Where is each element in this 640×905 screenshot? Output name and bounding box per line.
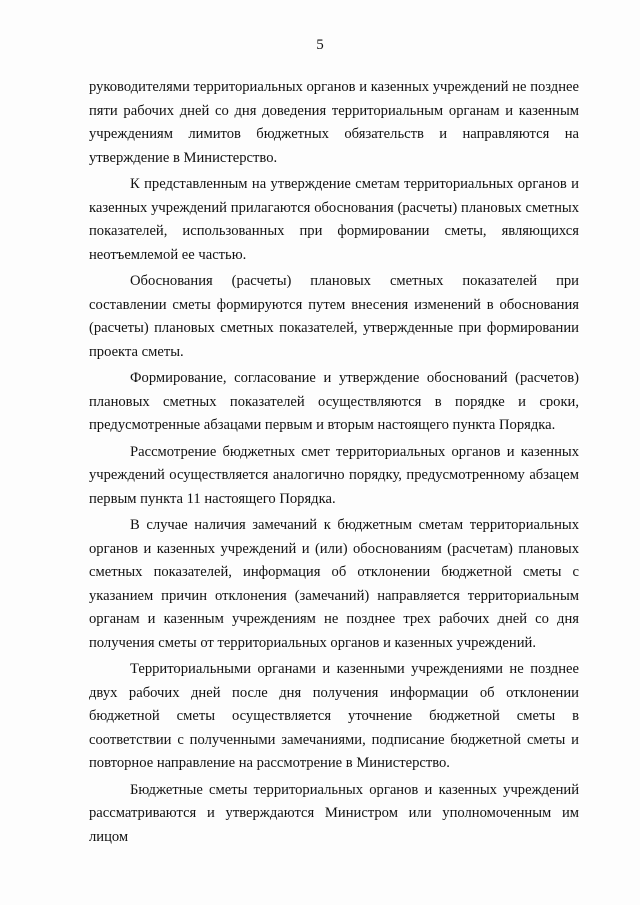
paragraph-justifications-formed: Обоснования (расчеты) плановых сметных показателей при составлении сметы формируются путем внесения изменений в обоснования (расчеты) плановых сметных показателей, утвержденные при формировании проекта сметы. <box>89 273 579 360</box>
paragraph-review: Рассмотрение бюджетных смет территориальных органов и казенных учреждений осуществляется аналогично порядку, предусмотренному абзацем первым пункта 11 настоящего Порядка. <box>89 443 579 507</box>
paragraph-approval: Бюджетные сметы территориальных органов и казенных учреждений рассматриваются и утверждаются Министром или уполномоченным им лицом <box>89 781 579 845</box>
body-text <box>89 76 579 852</box>
paragraph-formation-approval: Формирование, согласование и утверждение обоснований (расчетов) плановых сметных показателей осуществляются в порядке и сроки, предусмотренные абзацами первым и вторым настоящего пункта Порядка. <box>89 370 579 433</box>
paragraph-justifications-attached: К представленным на утверждение сметам территориальных органов и казенных учреждений прилагаются обоснования (расчеты) плановых сметных показателей, использованных при формировании сметы, являющихся неотъемлемой ее частью. <box>89 176 579 263</box>
paragraph-correction: Территориальными органами и казенными учреждениями не позднее двух рабочих дней после дня получения информации об отклонении бюджетной сметы осуществляется уточнение бюджетной сметы в соответствии с полученными замечаниями, подписание бюджетной сметы и повторное направление на рассмотрение в Министерство. <box>89 661 579 771</box>
paragraph-remarks: В случае наличия замечаний к бюджетным сметам территориальных органов и казенных учреждений и (или) обоснованиям (расчетам) плановых сметных показателей, информация об отклонении бюджетной сметы с указанием причин отклонения (замечаний) направляется территориальным органам и казенным учреждениям не позднее трех рабочих дней со дня получения сметы от территориальных органов и казенных учреждений. <box>89 517 579 651</box>
paragraph-continuation: руководителями территориальных органов и казенных учреждений не позднее пяти рабочих дней со дня доведения территориальным органам и казенным учреждениям лимитов бюджетных обязательств и направляются на утверждение в Министерство. <box>89 79 579 166</box>
page-number: 5 <box>316 37 324 53</box>
